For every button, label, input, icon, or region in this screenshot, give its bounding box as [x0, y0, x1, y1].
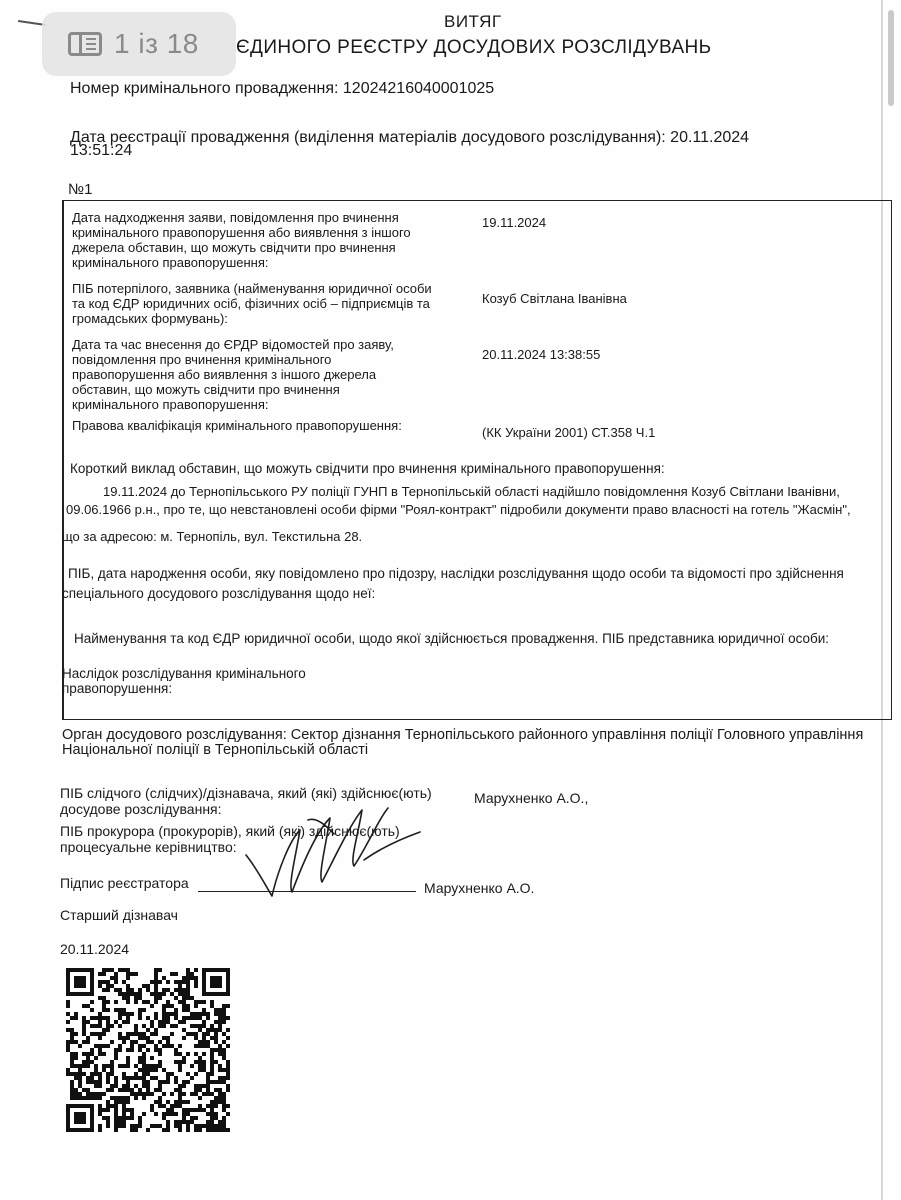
field-label-entry-datetime: Дата та час внесення до ЄРДР відомостей про заяву, повідомлення про вчинення кримінального правопорушення або виявлення з іншого джерела обставин, що можуть свідчити про вчинення кримінального правопорушення:	[72, 337, 394, 412]
field-value-received-date: 19.11.2024	[482, 215, 547, 230]
field-value-qualification: (КК України 2001) СТ.358 Ч.1	[482, 425, 656, 440]
registrar-value: Марухненко А.О.	[424, 880, 535, 896]
sidebar-panel-icon[interactable]	[68, 32, 102, 56]
field-label-qualification: Правова кваліфікація кримінального правопорушення:	[72, 418, 402, 433]
registrar-label: Підпис реєстратора	[60, 875, 189, 891]
document-title: ВИТЯГ	[444, 12, 502, 31]
field-label-victim: ПІБ потерпілого, заявника (найменування юридичної особи та код ЄДР юридичних осіб, фізичних осіб – підприємців та громадських формувань):	[72, 281, 432, 326]
registration-date: Дата реєстрації провадження (виділення матеріалів досудового розслідування): 20.11.2024	[70, 129, 750, 146]
summary-label: Короткий виклад обставин, що можуть свідчити про вчинення кримінального правопорушення:	[70, 461, 665, 476]
document-subtitle: ЄДИНОГО РЕЄСТРУ ДОСУДОВИХ РОЗСЛІДУВАНЬ	[236, 37, 712, 58]
summary-line-2: 09.06.1966 р.н., про те, що невстановлені особи фірми "Роял-контракт" підробили документи право власності на готель "Жасмін",	[66, 502, 851, 517]
field-value-victim: Козуб Світлана Іванівна	[482, 291, 627, 306]
prosecutor-label-1: ПІБ прокурора (прокурорів), який (які) здійснює(ють)	[60, 823, 400, 839]
summary-line-1: 19.11.2024 до Тернопільського РУ поліції ГУНП в Тернопільській області надійшло повідомлення Козуб Світлани Іванівни,	[103, 484, 840, 499]
suspect-label-1: ПІБ, дата народження особи, яку повідомлено про підозру, наслідки розслідування щодо особи та відомості про здійснення	[68, 566, 844, 581]
position-title: Старший дізнавач	[60, 907, 178, 923]
legal-entity-label: Найменування та код ЄДР юридичної особи, щодо якої здійснюється провадження. ПІБ представника юридичної особи:	[74, 631, 830, 646]
qr-code	[66, 968, 230, 1132]
investigator-label-1: ПІБ слідчого (слідчих)/дізнавача, який (які) здійснює(ють)	[60, 785, 432, 801]
authority-line-1: Орган досудового розслідування: Сектор дізнання Тернопільського районного управління поліції Головного управління	[62, 727, 864, 743]
summary-line-3: що за адресою: м. Тернопіль, вул. Текстильна 28.	[62, 529, 363, 544]
handwritten-signature	[238, 800, 428, 905]
scrollbar-thumb[interactable]	[888, 10, 894, 106]
outcome-label-2: правопорушення:	[62, 681, 173, 696]
authority-line-2: Національної поліції в Тернопільській області	[62, 742, 369, 758]
field-value-entry-datetime: 20.11.2024 13:38:55	[482, 347, 601, 362]
prosecutor-label-2: процесуальне керівництво:	[60, 839, 237, 855]
case-number: Номер кримінального провадження: 12024216040001025	[70, 80, 495, 97]
entry-number: №1	[68, 181, 93, 198]
page-indicator-text: 1 із 18	[114, 28, 199, 59]
registration-time: 13:51:24	[70, 142, 133, 159]
investigator-label-2: досудове розслідування:	[60, 801, 222, 817]
sign-date: 20.11.2024	[60, 941, 130, 957]
outcome-label-1: Наслідок розслідування кримінального	[62, 666, 306, 681]
suspect-label-2: спеціального досудового розслідування щодо неї:	[62, 586, 376, 601]
page-indicator[interactable]	[42, 12, 236, 76]
field-label-received-date: Дата надходження заяви, повідомлення про вчинення кримінального правопорушення або виявлення з іншого джерела обставин, що можуть свідчити про вчинення кримінального правопорушення:	[72, 210, 411, 270]
entry-table-left-border	[62, 200, 64, 720]
investigator-value: Марухненко А.О.,	[474, 790, 589, 806]
